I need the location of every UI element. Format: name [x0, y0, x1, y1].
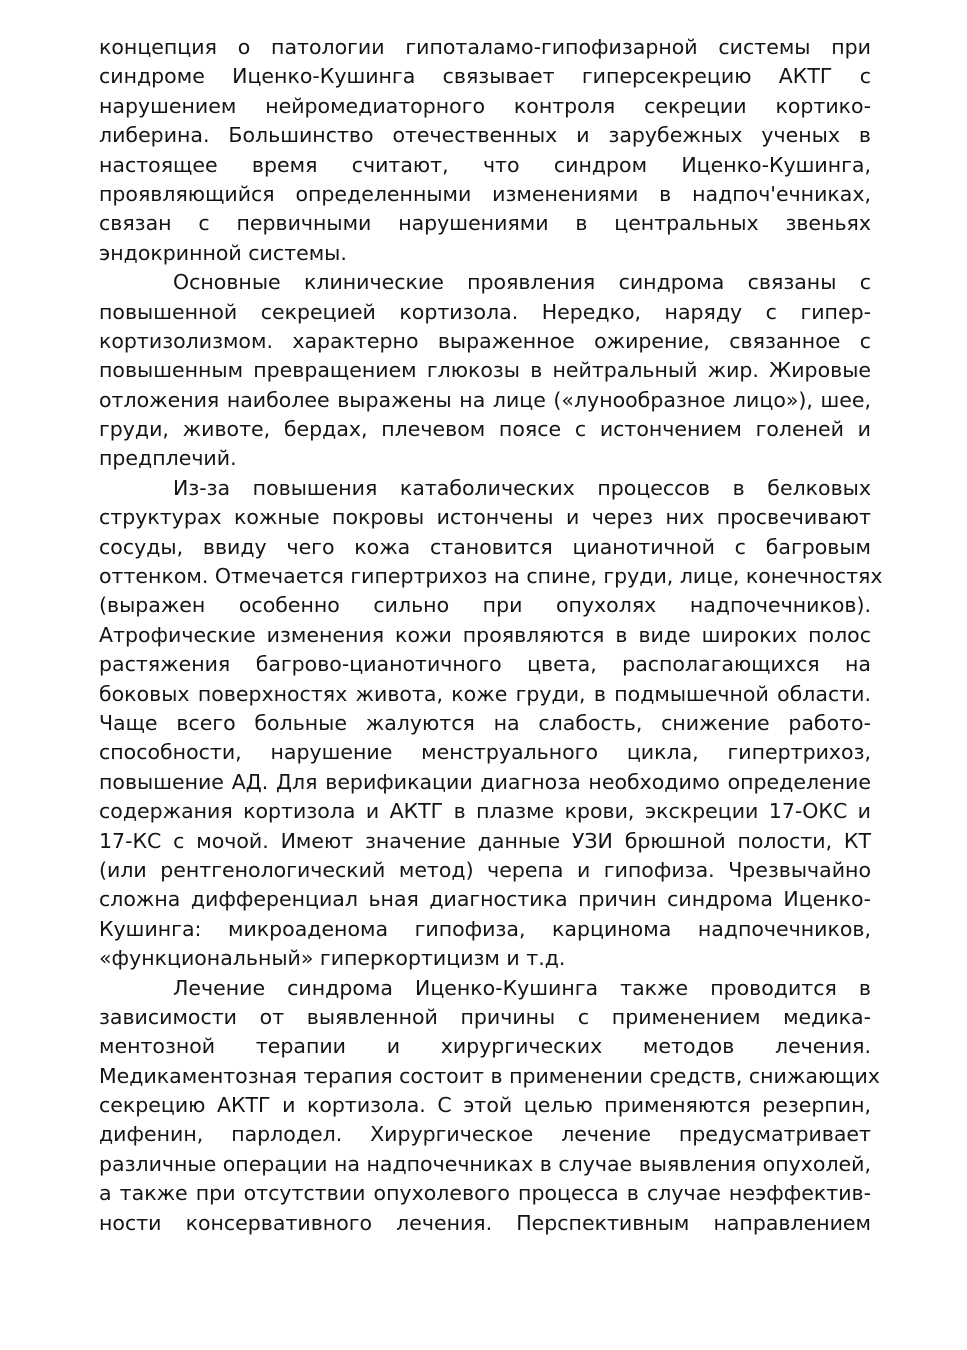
text-line: связан с первичными нарушениями в центральных звеньях — [99, 211, 871, 236]
text-line: Кушинга: микроаденома гипофиза, карцинома надпочечников, — [99, 916, 871, 941]
text-line: дифенин, парлодел. Хирургическое лечение предусматривает — [99, 1122, 871, 1147]
text-line: кортизолизмом. характерно выраженное ожирение, связанное с — [99, 328, 871, 353]
text-line: (или рентгенологический метод) черепа и гипофиза. Чрезвычайно — [99, 857, 871, 882]
text-line: повышенным превращением глюкозы в нейтральный жир. Жировые — [99, 358, 871, 383]
text-line: способности, нарушение менструального цикла, гипертрихоз, — [99, 740, 871, 765]
text-line: эндокринной системы. — [99, 240, 347, 265]
text-line: оттенком. Отмечается гипертрихоз на спине, груди, лице, конечностях — [99, 564, 883, 589]
text-line: синдроме Иценко-Кушинга связывает гиперсекрецию АКТГ с — [99, 64, 871, 89]
text-line: секрецию АКТГ и кортизола. С этой целью применяются резерпин, — [99, 1093, 871, 1118]
text-line: нарушением нейромедиаторного контроля секреции кортико- — [99, 93, 871, 118]
text-line: Атрофические изменения кожи проявляются в виде широких полос — [99, 622, 871, 647]
text-line: а также при отсутствии опухолевого процесса в случае неэффектив- — [99, 1181, 871, 1206]
text-line: сложна дифференциал ьная диагностика причин синдрома Иценко- — [99, 887, 871, 912]
text-line: ментозной терапии и хирургических методов лечения. — [99, 1034, 871, 1059]
text-line: концепция о патологии гипоталамо-гипофизарной системы при — [99, 35, 871, 59]
text-line: проявляющийся определенными изменениями в надпоч'ечниках, — [99, 181, 871, 206]
text-line: структурах кожные покровы истончены и через них просвечивают — [99, 505, 871, 530]
text-line: ности консервативного лечения. Перспективным направлением — [99, 1210, 871, 1235]
text-line: предплечий. — [99, 446, 237, 471]
text-line: Чаще всего больные жалуются на слабость, снижение работо- — [99, 710, 871, 735]
text-line: либерина. Большинство отечественных и зарубежных ученых в — [99, 123, 871, 148]
paragraph-first-line: Основные клинические проявления синдрома связаны с — [173, 270, 871, 295]
text-line: (выражен особенно сильно при опухолях надпочечников). — [99, 593, 871, 618]
text-line: настоящее время считают, что синдром Иценко-Кушинга, — [99, 152, 871, 177]
text-line: отложения наиболее выражены на лице («лунообразное лицо»), шее, — [99, 387, 871, 412]
text-line: зависимости от выявленной причины с применением медика- — [99, 1004, 871, 1029]
text-line: груди, животе, бердах, плечевом поясе с истончением голеней и — [99, 417, 871, 442]
text-line: повышенной секрецией кортизола. Нередко, наряду с гипер- — [99, 299, 871, 324]
paragraph-first-line: Из-за повышения катаболических процессов в белковых — [173, 475, 871, 500]
text-line: различные операции на надпочечниках в случае выявления опухолей, — [99, 1151, 871, 1176]
text-line: 17-КС с мочой. Имеют значение данные УЗИ брюшной полости, КТ — [99, 828, 871, 853]
body-text — [99, 33, 883, 1238]
text-line: Медикаментозная терапия состоит в применении средств, снижающих — [99, 1063, 880, 1088]
text-line: повышение АД. Для верификации диагноза необходимо определение — [99, 769, 871, 794]
text-line: сосуды, ввиду чего кожа становится цианотичной с багровым — [99, 534, 871, 559]
text-line: «функциональный» гиперкортицизм и т.д. — [99, 946, 566, 971]
paragraph-first-line: Лечение синдрома Иценко-Кушинга также проводится в — [173, 975, 871, 1000]
text-line: растяжения багрово-цианотичного цвета, располагающихся на — [99, 652, 871, 677]
text-line: содержания кортизола и АКТГ в плазме крови, экскреции 17-ОКС и — [99, 799, 871, 824]
text-line: боковых поверхностях живота, коже груди, в подмышечной области. — [99, 681, 871, 706]
